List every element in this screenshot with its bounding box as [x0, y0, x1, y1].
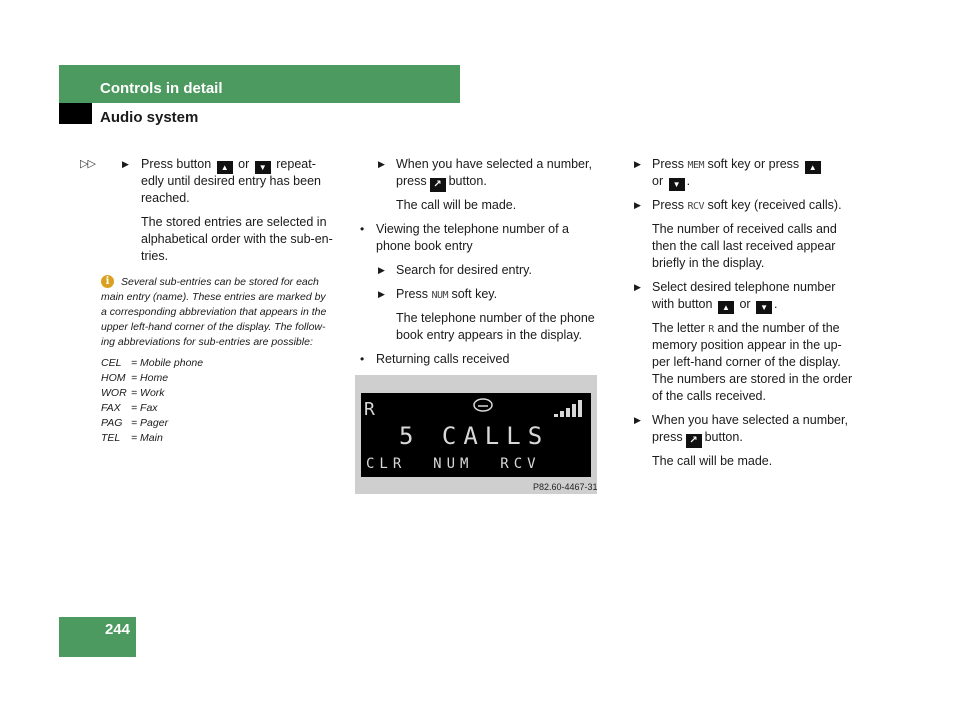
- col2-result3-line1: The telephone number of the phone: [396, 311, 595, 325]
- col3-result3-line: memory position appear in the up-: [652, 338, 842, 352]
- softkey-label: MEM: [687, 160, 704, 171]
- info-icon: i: [101, 275, 114, 288]
- col3-result3-line: per left-hand corner of the display.: [652, 355, 841, 369]
- bullet-icon: •: [360, 352, 365, 366]
- abbreviation-row: HOM = Home: [101, 372, 169, 384]
- display-softkeys: CLR NUM RCV: [366, 456, 541, 472]
- step-arrow-icon: ▶: [634, 415, 641, 425]
- step-arrow-icon: ▶: [378, 265, 385, 275]
- col3-step4-line1: When you have selected a number,: [652, 413, 848, 427]
- col3-result4: The call will be made.: [652, 454, 773, 468]
- col3-result3-line: of the calls received.: [652, 389, 766, 403]
- signal-strength-icon: [554, 399, 584, 419]
- abbreviation-row: PAG = Pager: [101, 417, 169, 429]
- col3-step3-line1: Select desired telephone number: [652, 280, 836, 294]
- abbreviation-row: CEL = Mobile phone: [101, 357, 204, 369]
- display-letter: R: [364, 399, 375, 420]
- abbreviation-row: TEL = Main: [101, 432, 163, 444]
- col1-para-line: The stored entries are selected in: [141, 215, 327, 229]
- col3-result2-line: The number of received calls and: [652, 222, 837, 236]
- col3-result3-line1: The letter R and the number of the: [652, 321, 840, 335]
- down-arrow-button-icon: ▼: [255, 161, 271, 174]
- col3-result3-line: The numbers are stored in the order: [652, 372, 853, 386]
- col2-bullet2: Returning calls received: [376, 352, 510, 366]
- col3-step1-line2: or ▼ .: [652, 174, 691, 189]
- col3-result2-line: briefly in the display.: [652, 256, 765, 270]
- step-arrow-icon: ▶: [634, 159, 641, 169]
- col2-bullet1-line1: Viewing the telephone number of a: [376, 222, 569, 236]
- note-line: a corresponding abbreviation that appears in the: [101, 306, 327, 318]
- col2-bullet1-line2: phone book entry: [376, 239, 473, 253]
- down-arrow-button-icon: ▼: [756, 301, 772, 314]
- send-call-button-icon: ↗: [686, 434, 702, 448]
- continuation-mark: ▷▷: [80, 158, 95, 170]
- step-arrow-icon: ▶: [634, 282, 641, 292]
- step-arrow-icon: ▶: [378, 289, 385, 299]
- phone-display: [361, 393, 591, 477]
- step-arrow-icon: ▶: [378, 159, 385, 169]
- section-title: Controls in detail: [100, 80, 223, 97]
- col3-step3-line2: with button ▲ or ▼ .: [652, 297, 778, 312]
- display-main-text: 5 CALLS: [399, 422, 550, 450]
- col2-result1: The call will be made.: [396, 198, 517, 212]
- subsection-title: Audio system: [100, 109, 199, 126]
- figure-id: P82.60-4467-31: [533, 482, 598, 492]
- col3-step2: Press RCV soft key (received calls).: [652, 198, 842, 212]
- col2-step2: Search for desired entry.: [396, 263, 532, 277]
- col1-step1-line3: reached.: [141, 191, 190, 205]
- abbreviation-row: FAX = Fax: [101, 402, 158, 414]
- note-line: ing abbreviations for sub-entries are possible:: [101, 336, 313, 348]
- subsection-marker: [59, 103, 92, 124]
- col1-para-line: tries.: [141, 249, 169, 263]
- abbreviation-row: WOR = Work: [101, 387, 165, 399]
- step-arrow-icon: ▶: [634, 200, 641, 210]
- note-line: main entry (name). These entries are marked by: [101, 291, 326, 303]
- col2-step3: Press NUM soft key.: [396, 287, 498, 301]
- note-line: upper left-hand corner of the display. The follow-: [101, 321, 326, 333]
- col3-step4-line2: press ↗ button.: [652, 430, 743, 446]
- up-arrow-button-icon: ▲: [718, 301, 734, 314]
- page-number: 244: [104, 621, 130, 638]
- col1-para-line: alphabetical order with the sub-en-: [141, 232, 333, 246]
- send-call-button-icon: ↗: [430, 178, 446, 192]
- note-line: Several sub-entries can be stored for each: [121, 276, 319, 288]
- bullet-icon: •: [360, 222, 365, 236]
- display-letter-label: R: [708, 324, 714, 335]
- col2-result3-line2: book entry appears in the display.: [396, 328, 582, 342]
- col1-step1-line2: edly until desired entry has been: [141, 174, 321, 188]
- step-arrow-icon: ▶: [122, 159, 129, 169]
- col3-result2-line: then the call last received appear: [652, 239, 836, 253]
- up-arrow-button-icon: ▲: [217, 161, 233, 174]
- handset-icon: [472, 397, 494, 413]
- up-arrow-button-icon: ▲: [805, 161, 821, 174]
- col1-step1-line1: Press button ▲ or ▼ repeat-: [141, 157, 316, 172]
- col2-step1-line2: press ↗ button.: [396, 174, 487, 190]
- col3-step1-line1: Press MEM soft key or press ▲: [652, 156, 823, 174]
- col2-step1-line1: When you have selected a number,: [396, 157, 592, 171]
- softkey-label: NUM: [431, 290, 448, 301]
- softkey-label: RCV: [687, 201, 704, 212]
- down-arrow-button-icon: ▼: [669, 178, 685, 191]
